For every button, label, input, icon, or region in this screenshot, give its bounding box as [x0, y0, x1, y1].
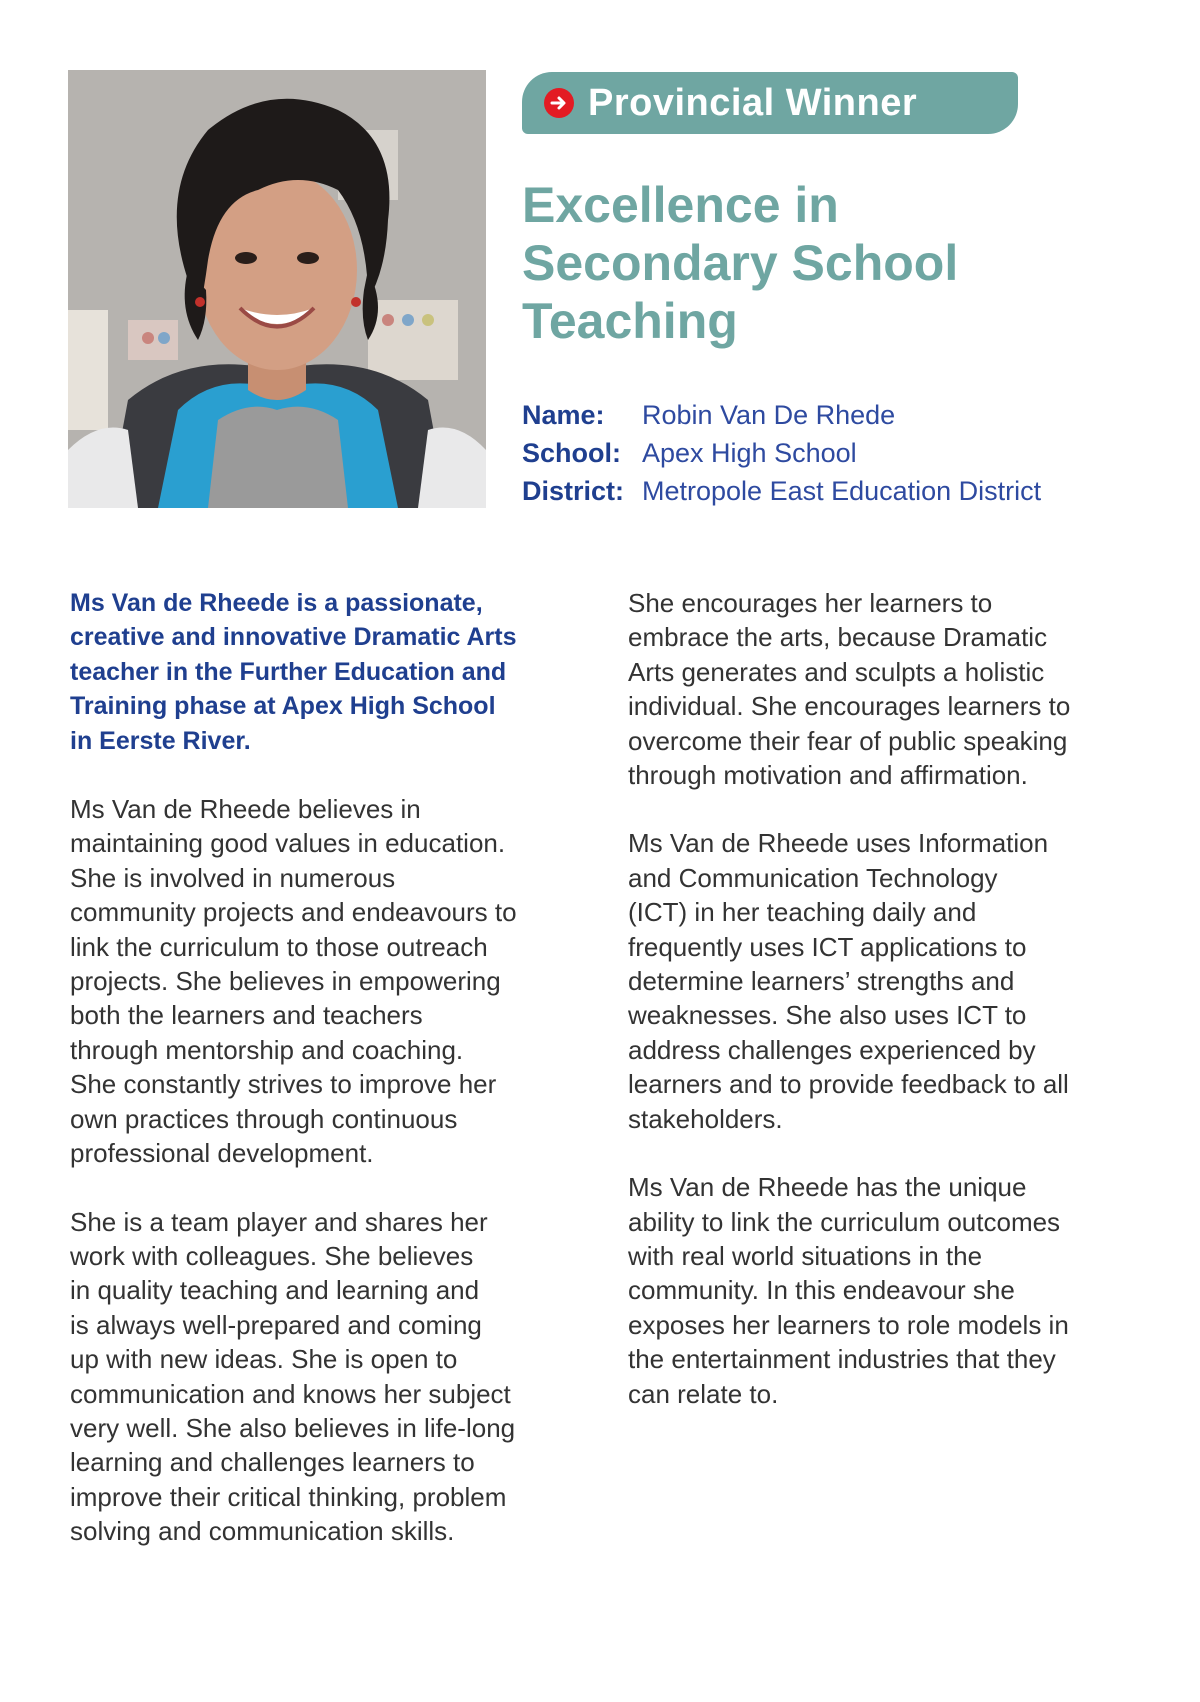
info-row-name — [522, 396, 1041, 434]
info-value: Robin Van De Rhede — [642, 400, 896, 430]
text-line: frequently uses ICT applications to — [628, 931, 1027, 962]
award-title-line: Teaching — [522, 293, 738, 349]
text-line: work with colleagues. She believes — [70, 1240, 474, 1271]
winner-info — [522, 396, 1041, 510]
info-label: School: — [522, 438, 621, 468]
text-line: creative and innovative Dramatic Arts — [70, 623, 517, 652]
text-line: community. In this endeavour she — [628, 1275, 1015, 1306]
text-line: very well. She also believes in life-long — [70, 1412, 516, 1443]
right-column — [628, 586, 1138, 1445]
text-line: maintaining good values in education. — [70, 828, 506, 859]
text-line: learners and to provide feedback to all — [628, 1069, 1069, 1100]
text-line: Ms Van de Rheede uses Information — [628, 828, 1049, 859]
text-line: exposes her learners to role models in — [628, 1309, 1069, 1340]
text-line: both the learners and teachers — [70, 1000, 423, 1031]
text-line: solving and communication skills. — [70, 1516, 455, 1547]
info-row-school — [522, 434, 1041, 472]
portrait-illustration — [68, 70, 486, 508]
text-line: Ms Van de Rheede believes in — [70, 794, 421, 825]
text-line: projects. She believes in empowering — [70, 966, 501, 997]
info-label: Name: — [522, 400, 605, 430]
text-line: community projects and endeavours to — [70, 897, 517, 928]
lead-paragraph — [70, 586, 590, 758]
text-line: up with new ideas. She is open to — [70, 1344, 458, 1375]
text-line: Training phase at Apex High School — [70, 692, 496, 721]
left-column — [70, 586, 590, 1583]
provincial-winner-badge — [522, 72, 1018, 134]
text-line: the entertainment industries that they — [628, 1344, 1056, 1375]
info-value: Apex High School — [642, 438, 857, 468]
text-line: own practices through continuous — [70, 1103, 458, 1134]
text-line: learning and challenges learners to — [70, 1447, 475, 1478]
text-line: in quality teaching and learning and — [70, 1275, 480, 1306]
text-line: and Communication Technology — [628, 862, 998, 893]
text-line: professional development. — [70, 1138, 374, 1169]
text-line: Ms Van de Rheede is a passionate, — [70, 589, 483, 617]
text-line: She constantly strives to improve her — [70, 1069, 497, 1100]
info-row-district — [522, 472, 1041, 510]
text-line: link the curriculum to those outreach — [70, 931, 488, 962]
text-line: teacher in the Further Education and — [70, 657, 507, 686]
arrow-right-circle-icon — [544, 88, 574, 118]
text-line: She is a team player and shares her — [70, 1206, 488, 1237]
text-line: She encourages her learners to — [628, 588, 993, 618]
body-paragraph — [628, 586, 1138, 792]
text-line: Arts generates and sculpts a holistic — [628, 656, 1045, 687]
text-line: address challenges experienced by — [628, 1034, 1036, 1065]
body-paragraph — [70, 1205, 590, 1549]
text-line: can relate to. — [628, 1378, 779, 1409]
text-line: through mentorship and coaching. — [70, 1034, 464, 1065]
body-paragraph — [628, 1170, 1138, 1411]
text-line: through motivation and affirmation. — [628, 760, 1028, 791]
body-paragraph — [628, 826, 1138, 1136]
text-line: stakeholders. — [628, 1103, 783, 1134]
body-paragraph — [70, 792, 590, 1170]
text-line: embrace the arts, because Dramatic — [628, 622, 1048, 653]
teacher-portrait-photo — [68, 70, 486, 508]
text-line: in Eerste River. — [70, 726, 251, 755]
text-line: is always well-prepared and coming — [70, 1309, 482, 1340]
text-line: weaknesses. She also uses ICT to — [628, 1000, 1027, 1031]
badge-label: Provincial Winner — [588, 81, 918, 124]
info-label: District: — [522, 476, 625, 506]
text-line: ability to link the curriculum outcomes — [628, 1206, 1061, 1237]
award-title-line: Excellence in — [522, 177, 839, 233]
award-title — [522, 176, 1142, 350]
text-line: Ms Van de Rheede has the unique — [628, 1172, 1027, 1203]
text-line: improve their critical thinking, problem — [70, 1481, 507, 1512]
info-value: Metropole East Education District — [642, 476, 1042, 506]
text-line: communication and knows her subject — [70, 1378, 511, 1409]
award-title-line: Secondary School — [522, 235, 959, 291]
text-line: with real world situations in the — [628, 1240, 983, 1271]
text-line: individual. She encourages learners to — [628, 691, 1071, 722]
text-line: She is involved in numerous — [70, 862, 396, 893]
text-line: (ICT) in her teaching daily and — [628, 897, 977, 928]
text-line: overcome their fear of public speaking — [628, 725, 1068, 756]
text-line: determine learners’ strengths and — [628, 966, 1015, 997]
